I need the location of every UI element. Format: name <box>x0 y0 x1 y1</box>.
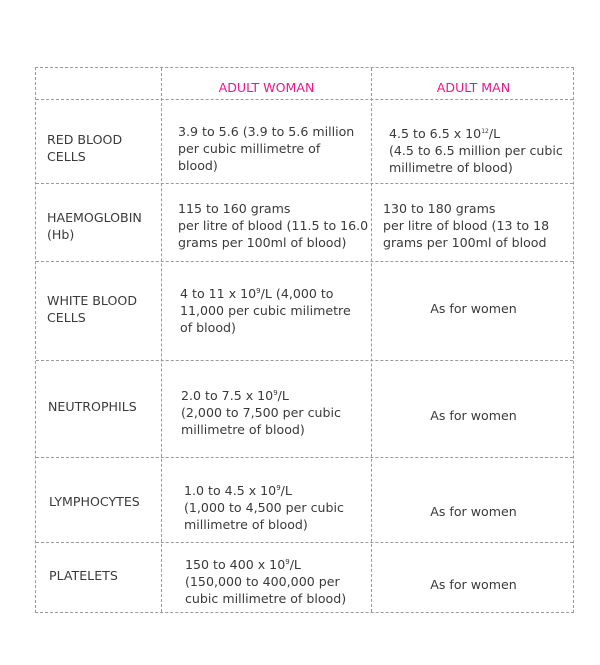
haemoglobin-man: 130 to 180 grams per litre of blood (13 to 18 grams per 100ml of blood <box>383 201 550 250</box>
red-blood-cells-man <box>389 123 563 176</box>
row-label-neutrophils: NEUTROPHILS <box>48 399 137 414</box>
white-blood-cells-woman-rest: /L (4,000 to 11,000 per cubic milimetre of blood) <box>180 286 351 336</box>
white-blood-cells-woman <box>180 283 351 336</box>
lymphocytes-woman-rest: /L (1,000 to 4,500 per cubic millimetre of blood) <box>184 483 344 533</box>
row-label-lymphocytes: LYMPHOCYTES <box>49 494 140 509</box>
white-blood-cells-man: As for women <box>430 301 517 316</box>
platelets-woman <box>185 554 346 607</box>
lymphocytes-man: As for women <box>430 504 517 519</box>
white-blood-cells-woman-exponent: 9 <box>256 287 261 295</box>
row-divider-2 <box>36 261 573 262</box>
platelets-woman-rest: /L (150,000 to 400,000 per cubic millimetre of blood) <box>185 557 347 607</box>
neutrophils-woman-rest: /L (2,000 to 7,500 per cubic millimetre of blood) <box>181 388 341 438</box>
neutrophils-woman-base: 2.0 to 7.5 x 10 <box>181 388 274 404</box>
neutrophils-woman <box>181 385 341 438</box>
row-label-platelets: PLATELETS <box>49 568 118 583</box>
row-divider-1 <box>36 183 573 184</box>
row-divider-header <box>36 99 573 100</box>
header-adult-woman: ADULT WOMAN <box>218 80 315 95</box>
platelets-man: As for women <box>430 577 517 592</box>
blood-values-table <box>35 67 574 613</box>
lymphocytes-woman <box>184 480 344 533</box>
row-divider-3 <box>36 360 573 361</box>
row-divider-4 <box>36 457 573 458</box>
header-adult-man: ADULT MAN <box>436 80 511 95</box>
column-divider-2 <box>371 68 372 612</box>
lymphocytes-woman-exponent: 9 <box>276 484 281 492</box>
red-blood-cells-man-base: 4.5 to 6.5 x 10 <box>389 126 482 142</box>
row-divider-5 <box>36 542 573 543</box>
row-label-white-blood-cells: WHITE BLOOD CELLS <box>47 293 138 325</box>
neutrophils-man: As for women <box>430 408 517 423</box>
haemoglobin-woman: 115 to 160 grams per litre of blood (11.5 to 16.0 grams per 100ml of blood) <box>178 201 369 250</box>
red-blood-cells-man-exponent: 12 <box>481 128 489 135</box>
row-label-haemoglobin: HAEMOGLOBIN (Hb) <box>47 210 142 242</box>
red-blood-cells-man-rest: /L (4.5 to 6.5 million per cubic millimetre of blood) <box>389 126 563 176</box>
red-blood-cells-woman: 3.9 to 5.6 (3.9 to 5.6 million per cubic millimetre of blood) <box>178 124 355 173</box>
neutrophils-woman-exponent: 9 <box>273 389 278 397</box>
platelets-woman-exponent: 9 <box>285 558 290 566</box>
platelets-woman-base: 150 to 400 x 10 <box>185 557 286 573</box>
column-divider-1 <box>161 68 162 612</box>
row-label-red-blood-cells: RED BLOOD CELLS <box>47 132 123 164</box>
lymphocytes-woman-base: 1.0 to 4.5 x 10 <box>184 483 277 499</box>
white-blood-cells-woman-base: 4 to 11 x 10 <box>180 286 257 302</box>
